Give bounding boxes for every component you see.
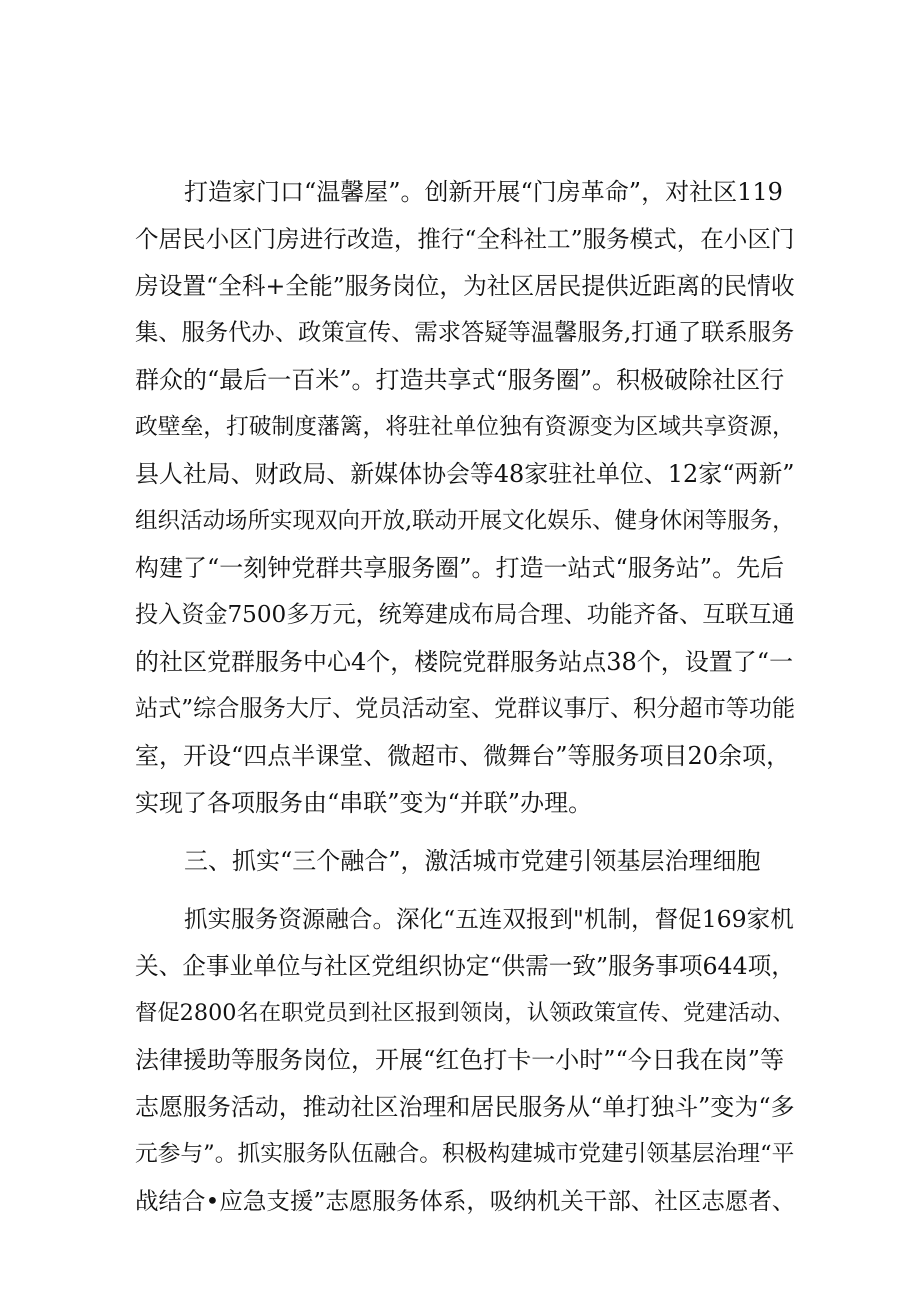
paragraph-line: 抓实服务资源融合。深化“五连双报到"机制，督促169家机: [184, 905, 794, 933]
paragraph-line: 集、服务代办、政策宣传、需求答疑等温馨服务,打通了联系服务: [135, 319, 795, 346]
paragraph-line: 县人社局、财政局、新媒体协会等48家驻社单位、12家“两新”: [135, 460, 795, 488]
paragraph-line: 房设置“全科+全能”服务岗位，为社区居民提供近距离的民情收: [135, 272, 795, 300]
paragraph-line: 战结合•应急支援”志愿服务体系，吸纳机关干部、社区志愿者、: [135, 1187, 796, 1215]
paragraph-line: 的社区党群服务中心4个，楼院党群服务站点38个，设置了“一: [135, 648, 794, 676]
paragraph-line: 实现了各项服务由“串联”变为“并联”办理。: [135, 789, 593, 817]
paragraph-line: 法律援助等服务岗位，开展“红色打卡一小时”“今日我在岗”等: [135, 1046, 785, 1074]
paragraph-line: 关、企事业单位与社区党组织协定“供需一致”服务事项644项，: [135, 952, 795, 980]
paragraph-line: 督促2800名在职党员到社区报到领岗，认领政策宣传、党建活动、: [135, 1000, 795, 1026]
paragraph-line: 打造家门口“温馨屋”。创新开展“门房革命”，对社区119: [184, 178, 783, 206]
paragraph-line: 志愿服务活动，推动社区治理和居民服务从“单打独斗”变为“多: [135, 1093, 795, 1121]
paragraph-line: 组织活动场所实现双向开放,联动开展文化娱乐、健身休闲等服务，: [135, 508, 795, 534]
paragraph-line: 构建了“一刻钟党群共享服务圈”。打造一站式“服务站”。先后: [135, 554, 785, 582]
paragraph-line: 政壁垒，打破制度藩篱，将驻社单位独有资源变为区域共享资源，: [135, 414, 795, 440]
paragraph-line: 群众的“最后一百米”。打造共享式“服务圈”。积极破除社区行: [135, 366, 785, 394]
paragraph-line: 站式”综合服务大厅、党员活动室、党群议事厅、积分超市等功能: [135, 696, 796, 722]
paragraph-line: 投入资金7500多万元，统筹建成布局合理、功能齐备、互联互通: [135, 602, 795, 628]
paragraph-line: 元参与”。抓实服务队伍融合。积极构建城市党建引领基层治理“平: [135, 1141, 795, 1167]
section-heading: 三、抓实“三个融合”，激活城市党建引领基层治理细胞: [184, 847, 761, 875]
paragraph-line: 个居民小区门房进行改造，推行“全科社工”服务模式，在小区门: [135, 225, 795, 253]
paragraph-line: 室，开设“四点半课堂、微超市、微舞台”等服务项目20余项，: [135, 742, 791, 770]
